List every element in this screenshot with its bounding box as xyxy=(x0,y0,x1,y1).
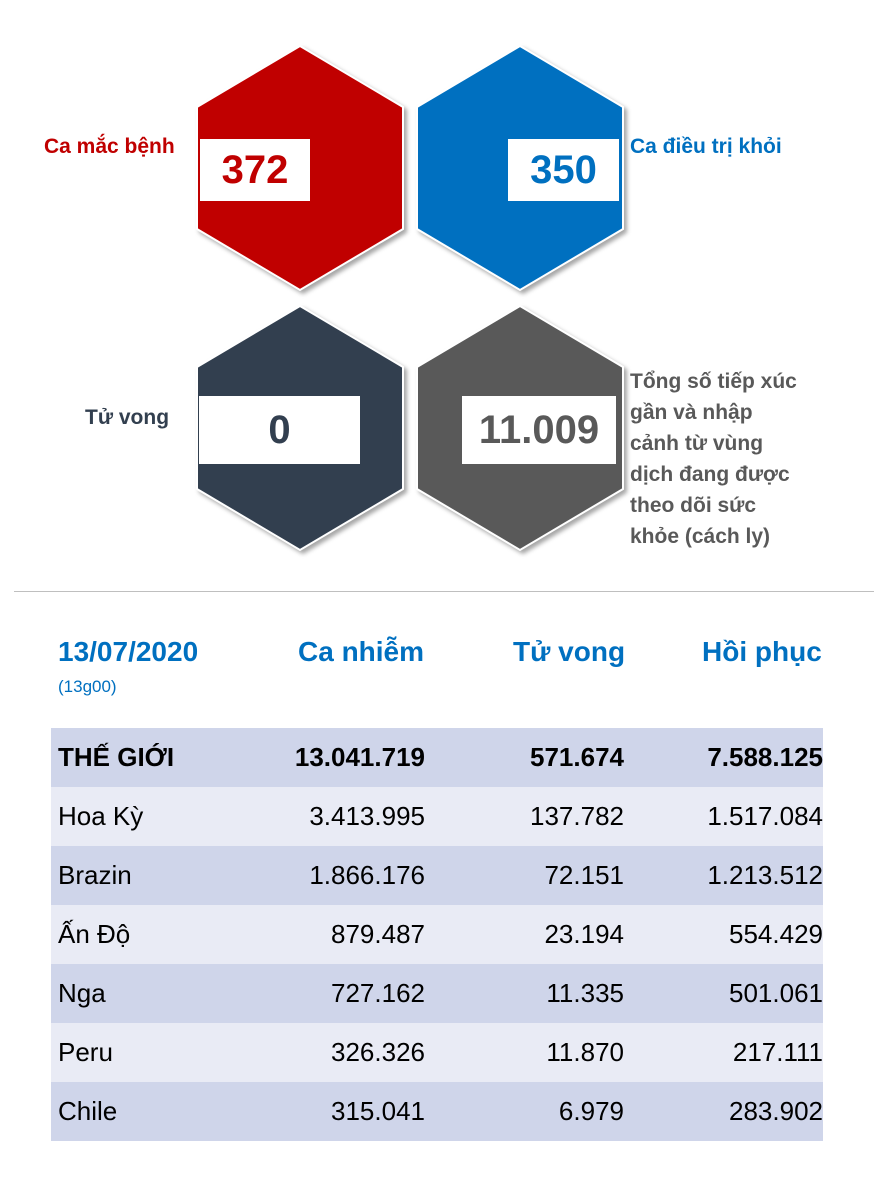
cell-cases: 1.866.176 xyxy=(309,860,425,890)
section-divider xyxy=(14,591,874,592)
cell-deaths: 571.674 xyxy=(530,742,624,772)
cell-recovered: 1.517.084 xyxy=(707,801,823,831)
cell-recovered: 554.429 xyxy=(729,919,823,949)
cell-recovered: 501.061 xyxy=(729,978,823,1008)
cell-cases: 727.162 xyxy=(331,978,425,1008)
cell-country: Nga xyxy=(58,978,106,1008)
table-date: 13/07/2020 xyxy=(58,636,199,667)
cell-deaths: 137.782 xyxy=(530,801,624,831)
cell-cases: 13.041.719 xyxy=(294,742,425,772)
table-row xyxy=(51,964,823,1023)
cell-recovered: 7.588.125 xyxy=(707,742,823,772)
cell-recovered: 283.902 xyxy=(729,1096,823,1126)
recovered-label: Ca điều trị khỏi xyxy=(630,135,782,158)
cell-country: Peru xyxy=(58,1037,113,1067)
header-deaths: Tử vong xyxy=(513,636,626,667)
cell-country: Chile xyxy=(58,1096,118,1126)
cell-cases: 879.487 xyxy=(331,919,425,949)
header-recovered: Hồi phục xyxy=(702,636,822,667)
cell-deaths: 11.870 xyxy=(546,1037,624,1067)
cases-label: Ca mắc bệnh xyxy=(44,135,175,158)
cell-cases: 3.413.995 xyxy=(309,801,425,831)
cell-country: Hoa Kỳ xyxy=(58,801,144,831)
monitored-label-line: theo dõi sức xyxy=(630,494,757,517)
table-row xyxy=(51,846,823,905)
table-row xyxy=(51,1023,823,1082)
cell-deaths: 23.194 xyxy=(544,919,624,949)
cell-cases: 326.326 xyxy=(331,1037,425,1067)
table-time: (13g00) xyxy=(58,677,117,696)
deaths-value: 0 xyxy=(199,396,360,464)
monitored-label-line: gần và nhập xyxy=(630,401,753,424)
cases-value: 372 xyxy=(200,139,310,201)
cell-recovered: 1.213.512 xyxy=(707,860,823,890)
recovered-value: 350 xyxy=(508,139,619,201)
cell-cases: 315.041 xyxy=(331,1096,425,1126)
cell-country: Ấn Độ xyxy=(58,919,131,949)
cell-deaths: 6.979 xyxy=(558,1096,624,1126)
monitored-label-line: khỏe (cách ly) xyxy=(630,525,771,548)
monitored-label-line: cảnh từ vùng xyxy=(630,432,764,455)
header-cases: Ca nhiễm xyxy=(298,636,425,667)
table-row xyxy=(51,1082,823,1141)
cell-deaths: 11.335 xyxy=(546,978,624,1008)
cell-country: THẾ GIỚI xyxy=(58,742,175,772)
table-row xyxy=(51,905,823,964)
table-row xyxy=(51,787,823,846)
monitored-label-line: Tổng số tiếp xúc xyxy=(630,370,797,393)
deaths-label: Tử vong xyxy=(85,406,170,429)
table-row-world xyxy=(51,728,823,787)
monitored-label xyxy=(630,366,797,552)
cell-recovered: 217.111 xyxy=(732,1037,823,1067)
stats-table xyxy=(51,728,823,1141)
cell-country: Brazin xyxy=(58,860,132,890)
monitored-label-line: dịch đang được xyxy=(630,463,790,486)
monitored-value: 11.009 xyxy=(462,396,616,464)
cell-deaths: 72.151 xyxy=(544,860,624,890)
